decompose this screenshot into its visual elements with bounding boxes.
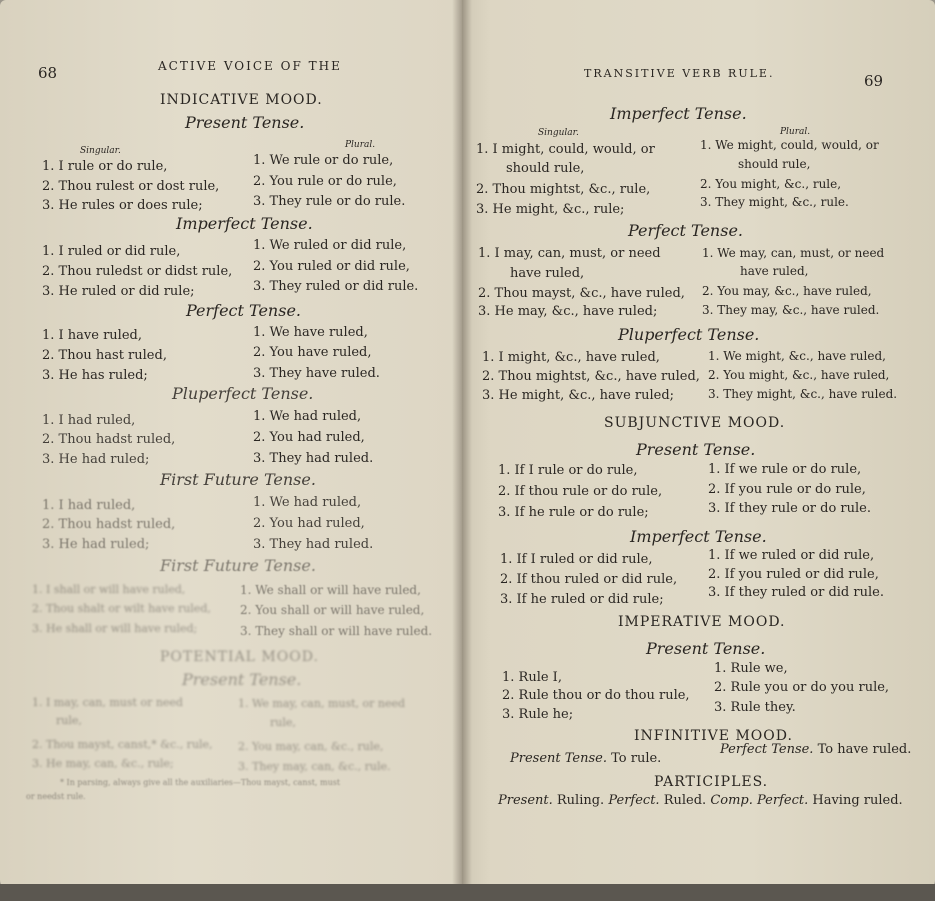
column-label-plural: Plural. <box>780 127 811 137</box>
participles-present-label: Present. <box>498 793 553 808</box>
conjugation-line: 2. You may, can, &c., rule, <box>238 740 384 753</box>
footnote-line: * In parsing, always give all the auxiliaries—Thou mayst, canst, must <box>60 778 341 787</box>
column-label-singular: Singular. <box>538 128 579 138</box>
conjugation-line: 3. They might, &c., rule. <box>700 195 849 209</box>
conjugation-line: 1. We might, could, would, or <box>700 138 879 152</box>
conjugation-line: 3. Rule he; <box>502 707 574 722</box>
page-number: 69 <box>864 72 884 90</box>
conjugation-line: 1. I might, &c., have ruled, <box>482 350 660 365</box>
conjugation-line: 2. If thou ruled or did rule, <box>500 572 678 587</box>
conjugation-line: 2. You might, &c., rule, <box>700 177 842 191</box>
conjugation-line: 2. You might, &c., have ruled, <box>708 368 890 382</box>
conjugation-line: 2. Thou shalt or wilt have ruled, <box>32 602 211 615</box>
conjugation-line: should rule, <box>506 161 585 176</box>
section-heading-participles: PARTICIPLES. <box>654 774 769 790</box>
tense-heading: Imperfect Tense. <box>176 214 313 233</box>
conjugation-line: 2. Thou mayst, canst,* &c., rule, <box>32 738 213 751</box>
conjugation-line: 1. We had ruled, <box>253 409 362 424</box>
conjugation-line: 1. Rule we, <box>714 661 788 676</box>
conjugation-line: 1. We might, &c., have ruled, <box>708 349 886 363</box>
conjugation-line: 1. I rule or do rule, <box>42 159 168 174</box>
conjugation-line: 3. Rule they. <box>714 700 796 715</box>
conjugation-line: 2. If thou rule or do rule, <box>498 484 663 499</box>
conjugation-line: 3. He might, &c., rule; <box>476 202 625 217</box>
tense-heading: Perfect Tense. <box>186 301 301 320</box>
conjugation-line: 2. Thou hadst ruled, <box>42 517 176 532</box>
conjugation-line: 1. If I ruled or did rule, <box>500 552 653 567</box>
conjugation-line: 3. If they rule or do rule. <box>708 501 871 516</box>
conjugation-line: 3. He rules or does rule; <box>42 198 203 213</box>
tense-heading: Present Tense. <box>182 670 302 689</box>
conjugation-line: 1. I shall or will have ruled, <box>32 583 186 596</box>
book-gutter <box>452 0 472 890</box>
column-label-plural: Plural. <box>345 140 376 150</box>
conjugation-line: 1. I may, can, must, or need <box>478 246 661 261</box>
running-head: ACTIVE VOICE OF THE <box>158 59 342 73</box>
conjugation-line: 3. If he rule or do rule; <box>498 505 649 520</box>
conjugation-line: 2. Thou ruledst or didst rule, <box>42 264 233 279</box>
tense-heading: First Future Tense. <box>160 556 316 575</box>
conjugation-line: 2. Thou mightst, &c., have ruled, <box>482 369 700 384</box>
conjugation-line: should rule, <box>738 157 811 171</box>
section-heading-imperative: IMPERATIVE MOOD. <box>618 614 786 630</box>
conjugation-line: 3. They may, &c., have ruled. <box>702 303 880 317</box>
conjugation-line: 2. Thou mayst, &c., have ruled, <box>478 286 685 301</box>
participles-comp-label: Comp. Perfect. <box>710 793 809 808</box>
conjugation-line: 3. They might, &c., have ruled. <box>708 387 898 401</box>
left-page <box>0 0 462 890</box>
conjugation-line: 1. If I rule or do rule, <box>498 463 638 478</box>
conjugation-line: 1. We had ruled, <box>253 495 362 510</box>
conjugation-line: rule, <box>270 716 296 729</box>
conjugation-line: 1. We have ruled, <box>253 325 368 340</box>
tense-heading: Pluperfect Tense. <box>172 384 314 403</box>
conjugation-line: 3. He may, can, &c., rule; <box>32 757 174 770</box>
conjugation-line: 1. We shall or will have ruled, <box>240 583 421 597</box>
participles-perfect-value: Ruled. <box>663 793 707 808</box>
conjugation-line: 1. We ruled or did rule, <box>253 238 407 253</box>
conjugation-line: 2. You shall or will have ruled, <box>240 603 425 617</box>
conjugation-line: 2. You had ruled, <box>253 430 365 445</box>
participles-line <box>498 793 903 808</box>
conjugation-line: 1. I may, can, must or need <box>32 696 183 709</box>
conjugation-line: 1. If we ruled or did rule, <box>708 548 875 563</box>
conjugation-line: 2. You may, &c., have ruled, <box>702 284 872 298</box>
conjugation-line: 3. They had ruled. <box>253 537 374 552</box>
conjugation-line: 3. He ruled or did rule; <box>42 284 195 299</box>
conjugation-line: 3. He shall or will have ruled; <box>32 622 198 635</box>
conjugation-line: 1. We may, can, must, or need <box>702 246 885 260</box>
infinitive-perfect-label: Perfect Tense. <box>720 742 814 757</box>
conjugation-line: 2. If you ruled or did rule, <box>708 567 879 582</box>
conjugation-line: 3. If they ruled or did rule. <box>708 585 884 600</box>
tense-heading: Perfect Tense. <box>628 221 743 240</box>
conjugation-line: 3. He may, &c., have ruled; <box>478 304 658 319</box>
conjugation-line: 2. Thou hadst ruled, <box>42 432 176 447</box>
running-head: TRANSITIVE VERB RULE. <box>584 67 775 80</box>
infinitive-perfect <box>720 742 911 757</box>
tense-heading: Imperfect Tense. <box>630 527 767 546</box>
conjugation-line: 1. If we rule or do rule, <box>708 462 862 477</box>
section-heading-potential: POTENTIAL MOOD. <box>160 649 319 665</box>
conjugation-line: 3. They have ruled. <box>253 366 380 381</box>
conjugation-line: 2. Rule thou or do thou rule, <box>502 688 690 703</box>
infinitive-present <box>510 751 661 766</box>
section-heading-indicative: INDICATIVE MOOD. <box>160 92 323 108</box>
conjugation-line: 3. They rule or do rule. <box>253 194 406 209</box>
conjugation-line: 3. They ruled or did rule. <box>253 279 419 294</box>
conjugation-line: 2. Thou mightst, &c., rule, <box>476 182 651 197</box>
tense-heading: Present Tense. <box>636 440 756 459</box>
conjugation-line: 2. You had ruled, <box>253 516 365 531</box>
tense-heading: Present Tense. <box>185 113 305 132</box>
conjugation-line: 3. He has ruled; <box>42 368 148 383</box>
infinitive-perfect-value: To have ruled. <box>817 742 912 757</box>
conjugation-line: 1. I ruled or did rule, <box>42 244 181 259</box>
conjugation-line: rule, <box>56 714 82 727</box>
conjugation-line: 2. Thou hast ruled, <box>42 348 167 363</box>
conjugation-line: 3. He had ruled; <box>42 537 150 552</box>
right-page <box>462 0 935 890</box>
conjugation-line: 2. You rule or do rule, <box>253 174 397 189</box>
conjugation-line: 2. You ruled or did rule, <box>253 259 410 274</box>
tense-heading: Imperfect Tense. <box>610 104 747 123</box>
conjugation-line: 3. They had ruled. <box>253 451 374 466</box>
conjugation-line: 2. If you rule or do rule, <box>708 482 866 497</box>
section-heading-infinitive: INFINITIVE MOOD. <box>634 728 793 744</box>
tense-heading: First Future Tense. <box>160 470 316 489</box>
conjugation-line: have ruled, <box>510 266 585 281</box>
conjugation-line: 2. You have ruled, <box>253 345 372 360</box>
participles-present-value: Ruling. <box>556 793 605 808</box>
section-heading-subjunctive: SUBJUNCTIVE MOOD. <box>604 415 786 431</box>
conjugation-line: 1. I have ruled, <box>42 328 142 343</box>
conjugation-line: 1. I might, could, would, or <box>476 142 655 157</box>
conjugation-line: 1. We rule or do rule, <box>253 153 394 168</box>
conjugation-line: 1. I had ruled, <box>42 498 136 513</box>
infinitive-present-label: Present Tense. <box>510 751 607 766</box>
conjugation-line: 1. We may, can, must, or need <box>238 697 406 710</box>
conjugation-line: 1. I had ruled, <box>42 413 136 428</box>
tense-heading: Pluperfect Tense. <box>618 325 760 344</box>
participles-perfect-label: Perfect. <box>608 793 660 808</box>
conjugation-line: 2. Rule you or do you rule, <box>714 680 890 695</box>
conjugation-line: 2. Thou rulest or dost rule, <box>42 179 220 194</box>
book-cover-edge <box>0 884 935 901</box>
conjugation-line: have ruled, <box>740 264 809 278</box>
page-number: 68 <box>38 64 58 82</box>
conjugation-line: 3. They may, can, &c., rule. <box>238 760 391 773</box>
conjugation-line: 3. If he ruled or did rule; <box>500 592 664 607</box>
column-label-singular: Singular. <box>80 146 121 156</box>
participles-comp-value: Having ruled. <box>812 793 903 808</box>
tense-heading: Present Tense. <box>646 639 766 658</box>
conjugation-line: 3. They shall or will have ruled. <box>240 624 433 638</box>
conjugation-line: 3. He had ruled; <box>42 452 150 467</box>
footnote-line: or needst rule. <box>26 792 86 801</box>
conjugation-line: 3. He might, &c., have ruled; <box>482 388 675 403</box>
conjugation-line: 1. Rule I, <box>502 670 562 685</box>
infinitive-present-value: To rule. <box>611 751 662 766</box>
